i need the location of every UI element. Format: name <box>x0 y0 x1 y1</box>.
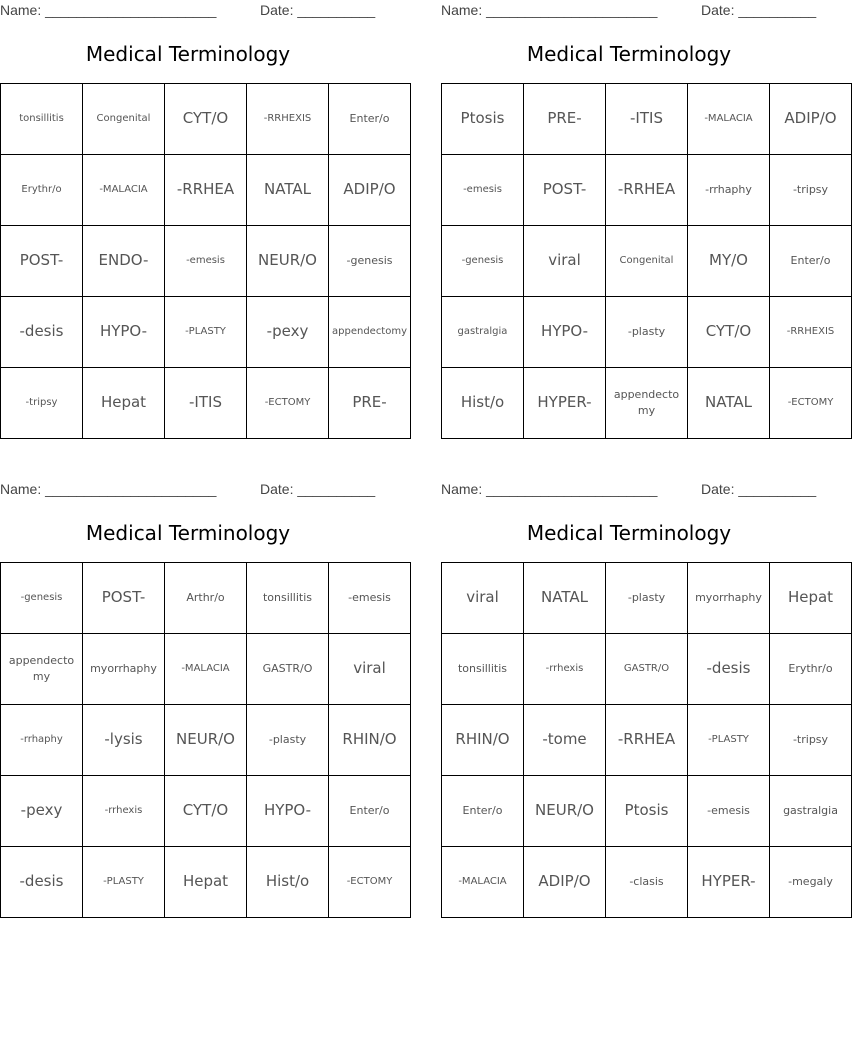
date-field[interactable]: Date: __________ <box>260 481 376 497</box>
grid-cell: NATAL <box>688 368 770 439</box>
grid-cell: PRE- <box>329 368 411 439</box>
grid-cell: -MALACIA <box>165 634 247 705</box>
grid-cell: -tome <box>524 705 606 776</box>
grid-cell: -megaly <box>770 847 852 918</box>
grid-cell: NEUR/O <box>524 776 606 847</box>
card-title: Medical Terminology <box>85 521 291 545</box>
name-date-row <box>0 481 376 499</box>
grid-cell: NEUR/O <box>165 705 247 776</box>
grid-cell: HYPO- <box>83 297 165 368</box>
date-field[interactable]: Date: __________ <box>260 2 376 18</box>
grid-cell: Congenital <box>606 226 688 297</box>
grid-cell: Enter/o <box>442 776 524 847</box>
name-date-row <box>441 2 817 20</box>
name-date-row <box>0 2 376 20</box>
grid-cell: -tripsy <box>770 155 852 226</box>
grid-cell: -rrhaphy <box>1 705 83 776</box>
grid-row <box>1 297 411 368</box>
grid-row <box>1 368 411 439</box>
grid-cell: NATAL <box>524 563 606 634</box>
grid-cell: HYPER- <box>688 847 770 918</box>
grid-cell: PRE- <box>524 84 606 155</box>
grid-cell: -pexy <box>1 776 83 847</box>
grid-cell: HYPO- <box>524 297 606 368</box>
grid-cell: -PLASTY <box>165 297 247 368</box>
card-title: Medical Terminology <box>526 42 732 66</box>
grid-cell: tonsillitis <box>247 563 329 634</box>
grid-cell: -plasty <box>247 705 329 776</box>
grid-row <box>1 634 411 705</box>
bingo-grid <box>441 83 852 439</box>
grid-cell: Enter/o <box>329 776 411 847</box>
grid-cell: -ITIS <box>606 84 688 155</box>
bingo-grid <box>0 562 411 918</box>
grid-cell: -tripsy <box>770 705 852 776</box>
grid-cell: -MALACIA <box>442 847 524 918</box>
grid-cell: ADIP/O <box>770 84 852 155</box>
name-field[interactable]: Name: ______________________ <box>0 2 217 18</box>
grid-cell: RHIN/O <box>442 705 524 776</box>
grid-cell: -plasty <box>606 297 688 368</box>
grid-cell: Erythr/o <box>770 634 852 705</box>
grid-cell: -rrhaphy <box>688 155 770 226</box>
grid-cell: -lysis <box>83 705 165 776</box>
grid-cell: GASTR/O <box>606 634 688 705</box>
grid-cell: Arthr/o <box>165 563 247 634</box>
grid-cell: myorrhaphy <box>688 563 770 634</box>
grid-row <box>442 705 852 776</box>
grid-cell: HYPO- <box>247 776 329 847</box>
bingo-card-3 <box>0 479 397 919</box>
grid-cell: Hist/o <box>247 847 329 918</box>
grid-cell: tonsillitis <box>442 634 524 705</box>
bingo-card-4 <box>441 479 838 919</box>
grid-cell: Ptosis <box>442 84 524 155</box>
name-field[interactable]: Name: ______________________ <box>441 2 658 18</box>
grid-cell: -ECTOMY <box>770 368 852 439</box>
name-date-row <box>441 481 817 499</box>
grid-row <box>442 847 852 918</box>
grid-row <box>1 847 411 918</box>
bingo-grid <box>0 83 411 439</box>
grid-cell: ENDO- <box>83 226 165 297</box>
grid-row <box>442 297 852 368</box>
grid-cell: ADIP/O <box>329 155 411 226</box>
grid-cell: -genesis <box>1 563 83 634</box>
grid-cell: NEUR/O <box>247 226 329 297</box>
grid-cell: Congenital <box>83 84 165 155</box>
grid-cell: -emesis <box>165 226 247 297</box>
grid-cell: -genesis <box>329 226 411 297</box>
grid-cell: CYT/O <box>165 776 247 847</box>
grid-cell: Enter/o <box>329 84 411 155</box>
grid-cell: Hepat <box>770 563 852 634</box>
grid-cell: Enter/o <box>770 226 852 297</box>
card-title: Medical Terminology <box>526 521 732 545</box>
grid-cell: -RRHEXIS <box>770 297 852 368</box>
grid-cell: viral <box>524 226 606 297</box>
grid-cell: viral <box>442 563 524 634</box>
grid-row <box>442 634 852 705</box>
grid-cell: Hepat <box>165 847 247 918</box>
grid-row <box>1 705 411 776</box>
grid-cell: appendectomy <box>329 297 411 368</box>
grid-cell: -ITIS <box>165 368 247 439</box>
grid-cell: -PLASTY <box>688 705 770 776</box>
grid-cell: -pexy <box>247 297 329 368</box>
grid-cell: -rrhexis <box>83 776 165 847</box>
grid-row <box>1 84 411 155</box>
grid-cell: CYT/O <box>165 84 247 155</box>
grid-cell: -plasty <box>606 563 688 634</box>
grid-row <box>442 563 852 634</box>
grid-cell: RHIN/O <box>329 705 411 776</box>
bingo-card-2 <box>441 0 837 440</box>
name-field[interactable]: Name: ______________________ <box>441 481 658 497</box>
date-field[interactable]: Date: __________ <box>701 481 817 497</box>
grid-cell: appendectomy <box>1 634 83 705</box>
grid-cell: ADIP/O <box>524 847 606 918</box>
grid-row <box>442 84 852 155</box>
card-title: Medical Terminology <box>85 42 291 66</box>
grid-cell: NATAL <box>247 155 329 226</box>
grid-cell: appendectomy <box>606 368 688 439</box>
grid-row <box>1 563 411 634</box>
grid-cell: POST- <box>524 155 606 226</box>
grid-cell: -ECTOMY <box>247 368 329 439</box>
grid-cell: -desis <box>1 297 83 368</box>
grid-cell: -RRHEXIS <box>247 84 329 155</box>
grid-cell: Erythr/o <box>1 155 83 226</box>
grid-cell: -rrhexis <box>524 634 606 705</box>
grid-cell: Hist/o <box>442 368 524 439</box>
bingo-grid <box>441 562 852 918</box>
grid-cell: -emesis <box>688 776 770 847</box>
grid-cell: MY/O <box>688 226 770 297</box>
grid-cell: -PLASTY <box>83 847 165 918</box>
grid-row <box>1 226 411 297</box>
date-field[interactable]: Date: __________ <box>701 2 817 18</box>
grid-row <box>442 776 852 847</box>
grid-cell: HYPER- <box>524 368 606 439</box>
grid-cell: -emesis <box>329 563 411 634</box>
name-field[interactable]: Name: ______________________ <box>0 481 217 497</box>
grid-cell: gastralgia <box>442 297 524 368</box>
grid-cell: -desis <box>688 634 770 705</box>
grid-cell: myorrhaphy <box>83 634 165 705</box>
grid-cell: -emesis <box>442 155 524 226</box>
grid-cell: POST- <box>1 226 83 297</box>
bingo-card-1 <box>0 0 408 440</box>
grid-cell: -tripsy <box>1 368 83 439</box>
grid-cell: -ECTOMY <box>329 847 411 918</box>
grid-row <box>442 226 852 297</box>
grid-row <box>442 155 852 226</box>
grid-cell: Ptosis <box>606 776 688 847</box>
grid-cell: GASTR/O <box>247 634 329 705</box>
grid-cell: gastralgia <box>770 776 852 847</box>
grid-row <box>442 368 852 439</box>
grid-cell: -genesis <box>442 226 524 297</box>
grid-cell: CYT/O <box>688 297 770 368</box>
grid-cell: -MALACIA <box>688 84 770 155</box>
grid-cell: tonsillitis <box>1 84 83 155</box>
grid-row <box>1 776 411 847</box>
grid-cell: viral <box>329 634 411 705</box>
grid-cell: -RRHEA <box>606 155 688 226</box>
grid-cell: -MALACIA <box>83 155 165 226</box>
grid-cell: -RRHEA <box>606 705 688 776</box>
grid-cell: -desis <box>1 847 83 918</box>
grid-cell: -clasis <box>606 847 688 918</box>
grid-cell: POST- <box>83 563 165 634</box>
grid-cell: Hepat <box>83 368 165 439</box>
grid-row <box>1 155 411 226</box>
grid-cell: -RRHEA <box>165 155 247 226</box>
